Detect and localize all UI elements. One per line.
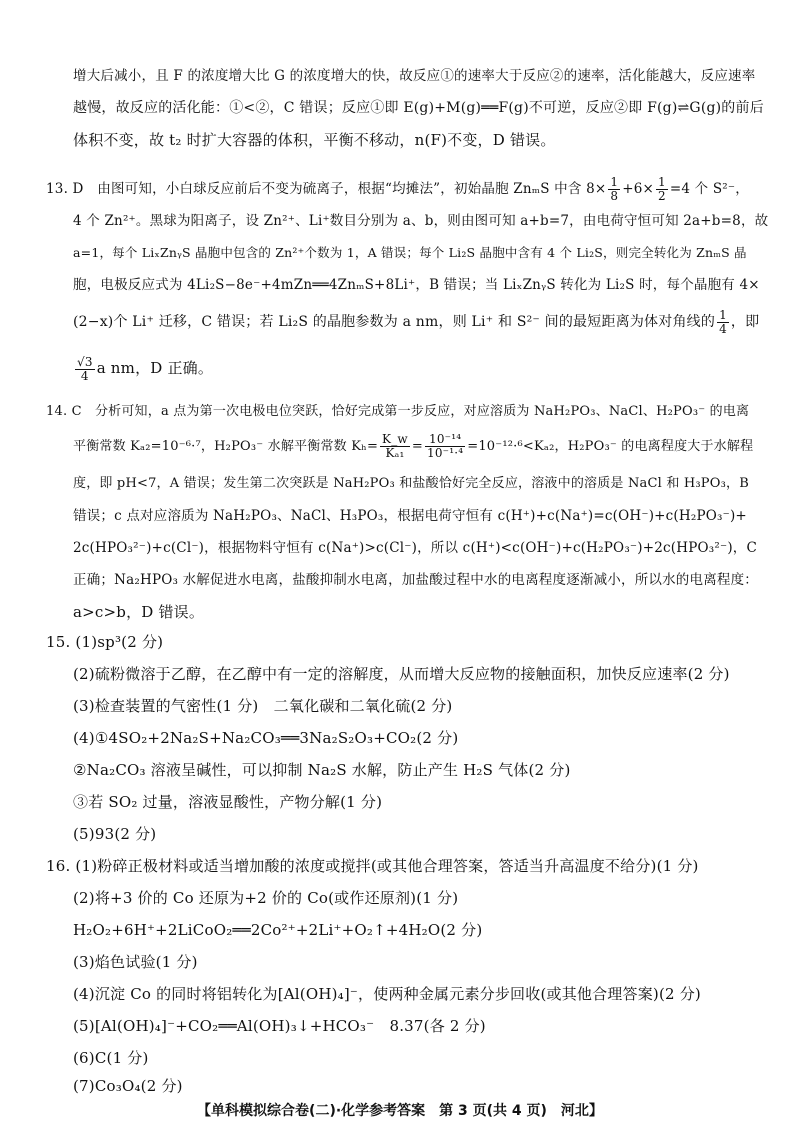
text-line: a>c>b，D 错误。 bbox=[73, 603, 205, 621]
fraction: $\frac{1}{8}$ bbox=[610, 175, 619, 203]
text-line: (5)93(2 分) bbox=[73, 825, 157, 843]
text-line: (5)[Al(OH)₄]⁻+CO₂══Al(OH)₃↓+HCO₃⁻ 8.37(各 2 分) bbox=[73, 1017, 486, 1035]
text-line: (3)焰色试验(1 分) bbox=[73, 953, 198, 971]
text-line: (6)C(1 分) bbox=[73, 1049, 149, 1067]
text-line: 2c(HPO₃²⁻)+c(Cl⁻)，根据物料守恒有 c(Na⁺)>c(Cl⁻)，所以 c(H⁺)<c(OH⁻)+c(H₂PO₃⁻)+2c(HPO₃²⁻)，C bbox=[73, 540, 758, 556]
text-line: (2)硫粉微溶于乙醇，在乙醇中有一定的溶解度，从而增大反应物的接触面积，加快反应速率(2 分) bbox=[73, 665, 730, 683]
text-line: (3)检查装置的气密性(1 分) 二氧化碳和二氧化硫(2 分) bbox=[73, 697, 453, 715]
text-line: 正确；Na₂HPO₃ 水解促进水电离，盐酸抑制水电离，加盐酸过程中水的电离程度逐渐减小，所以水的电离程度： bbox=[73, 572, 758, 588]
text-line: (4)沉淀 Co 的同时将铝转化为[Al(OH)₄]⁻，使两种金属元素分步回收(或其他合理答案)(2 分) bbox=[73, 985, 701, 1003]
text-line: H₂O₂+6H⁺+2LiCoO₂══2Co²⁺+2Li⁺+O₂↑+4H₂O(2 分) bbox=[73, 921, 483, 939]
fraction: $\frac{√3}{4}$ bbox=[77, 354, 93, 383]
text-line: 胞，电极反应式为 4Li₂S−8e⁻+4mZn══4ZnₘS+8Li⁺，B 错误；当 LiₓZnᵧS 转化为 Li₂S 时，每个晶胞有 4× bbox=[73, 277, 760, 293]
text-line: 体积不变，故 t₂ 时扩大容器的体积，平衡不移动，n(F)不变，D 错误。 bbox=[73, 131, 556, 149]
text-line: (4)①4SO₂+2Na₂S+Na₂CO₃══3Na₂S₂O₃+CO₂(2 分) bbox=[73, 729, 459, 747]
text-line: 错误；c 点对应溶质为 NaH₂PO₃、NaCl、H₃PO₃，根据电荷守恒有 c(H⁺)+c(Na⁺)=c(OH⁻)+c(H₂PO₃⁻)+ bbox=[73, 508, 747, 524]
q13-line-1: 13. D 由图可知，小白球反应前后不变为硫离子，根据“均摊法”，初始晶胞 ZnₘS 中含 8× $\frac{1}{8}$ +6× $\frac{1}{2}$ =4 个 S²⁻， bbox=[46, 175, 749, 203]
fraction: $\frac{K\_w}{\text{Kₐ₁}}$ bbox=[382, 432, 408, 460]
text-line: (7)Co₃O₄(2 分) bbox=[73, 1077, 183, 1095]
text-line: 16. (1)粉碎正极材料或适当增加酸的浓度或搅拌(或其他合理答案，答适当升高温度不给分)(1 分) bbox=[46, 857, 699, 875]
q13-line-6: $\frac{√3}{4}$ a nm，D 正确。 bbox=[77, 354, 214, 383]
q13-line-5: (2−x)个 Li⁺ 迁移，C 错误；若 Li₂S 的晶胞参数为 a nm，则 Li⁺ 和 S²⁻ 间的最短距离为体对角线的 $\frac{1}{4}$ ，即 bbox=[73, 307, 760, 336]
fraction: $\frac{1}{2}$ bbox=[658, 175, 666, 203]
text-line: 越慢，故反应的活化能：①<②，C 错误；反应①即 E(g)+M(g)══F(g)不可逆，反应②即 F(g)⇌G(g)的前后 bbox=[73, 100, 764, 116]
text-line: 增大后减小，且 F 的浓度增大比 G 的浓度增大的快，故反应①的速率大于反应②的速率，活化能越大，反应速率 bbox=[73, 68, 756, 84]
text-line: 4 个 Zn²⁺。黑球为阳离子，设 Zn²⁺、Li⁺数目分别为 a、b，则由图可知 a+b=7，由电荷守恒可知 2a+b=8，故 bbox=[73, 213, 769, 229]
fraction: $\frac{\text{10⁻¹⁴}}{\text{10⁻¹·⁴}}$ bbox=[426, 432, 464, 460]
text-line: ③若 SO₂ 过量，溶液显酸性，产物分解(1 分) bbox=[73, 793, 383, 811]
q14-line-2: 平衡常数 Kₐ₂=10⁻⁶·⁷，H₂PO₃⁻ 水解平衡常数 Kₕ= $\frac{K\_w}{\text{Kₐ₁}}$ = $\frac{\text{10⁻¹⁴}}{\text{10⁻¹·⁴}}$ =10⁻¹²·⁶<Kₐ₂，H₂PO₃⁻ 的电离程度大于水解程 bbox=[73, 432, 754, 460]
text-line: a=1，每个 LiₓZnᵧS 晶胞中包含的 Zn²⁺个数为 1，A 错误；每个 Li₂S 晶胞中含有 4 个 Li₂S，则完全转化为 ZnₘS 晶 bbox=[73, 245, 747, 260]
text-line: ②Na₂CO₃ 溶液呈碱性，可以抑制 Na₂S 水解，防止产生 H₂S 气体(2 分) bbox=[73, 761, 571, 779]
text-line: 15. (1)sp³(2 分) bbox=[46, 633, 164, 651]
text-line: (2)将+3 价的 Co 还原为+2 价的 Co(或作还原剂)(1 分) bbox=[73, 889, 459, 907]
fraction: $\frac{1}{4}$ bbox=[719, 307, 727, 336]
text-line: 14. C 分析可知，a 点为第一次电极电位突跃，恰好完成第一步反应，对应溶质为 NaH₂PO₃、NaCl、H₂PO₃⁻ 的电离 bbox=[46, 404, 750, 419]
text-line: 度，即 pH<7，A 错误；发生第二次突跃是 NaH₂PO₃ 和盐酸恰好完全反应，溶液中的溶质是 NaCl 和 H₃PO₃，B bbox=[73, 476, 749, 491]
page-footer: 【单科模拟综合卷(二)·化学参考答案 第 3 页(共 4 页) 河北】 bbox=[197, 1103, 603, 1119]
